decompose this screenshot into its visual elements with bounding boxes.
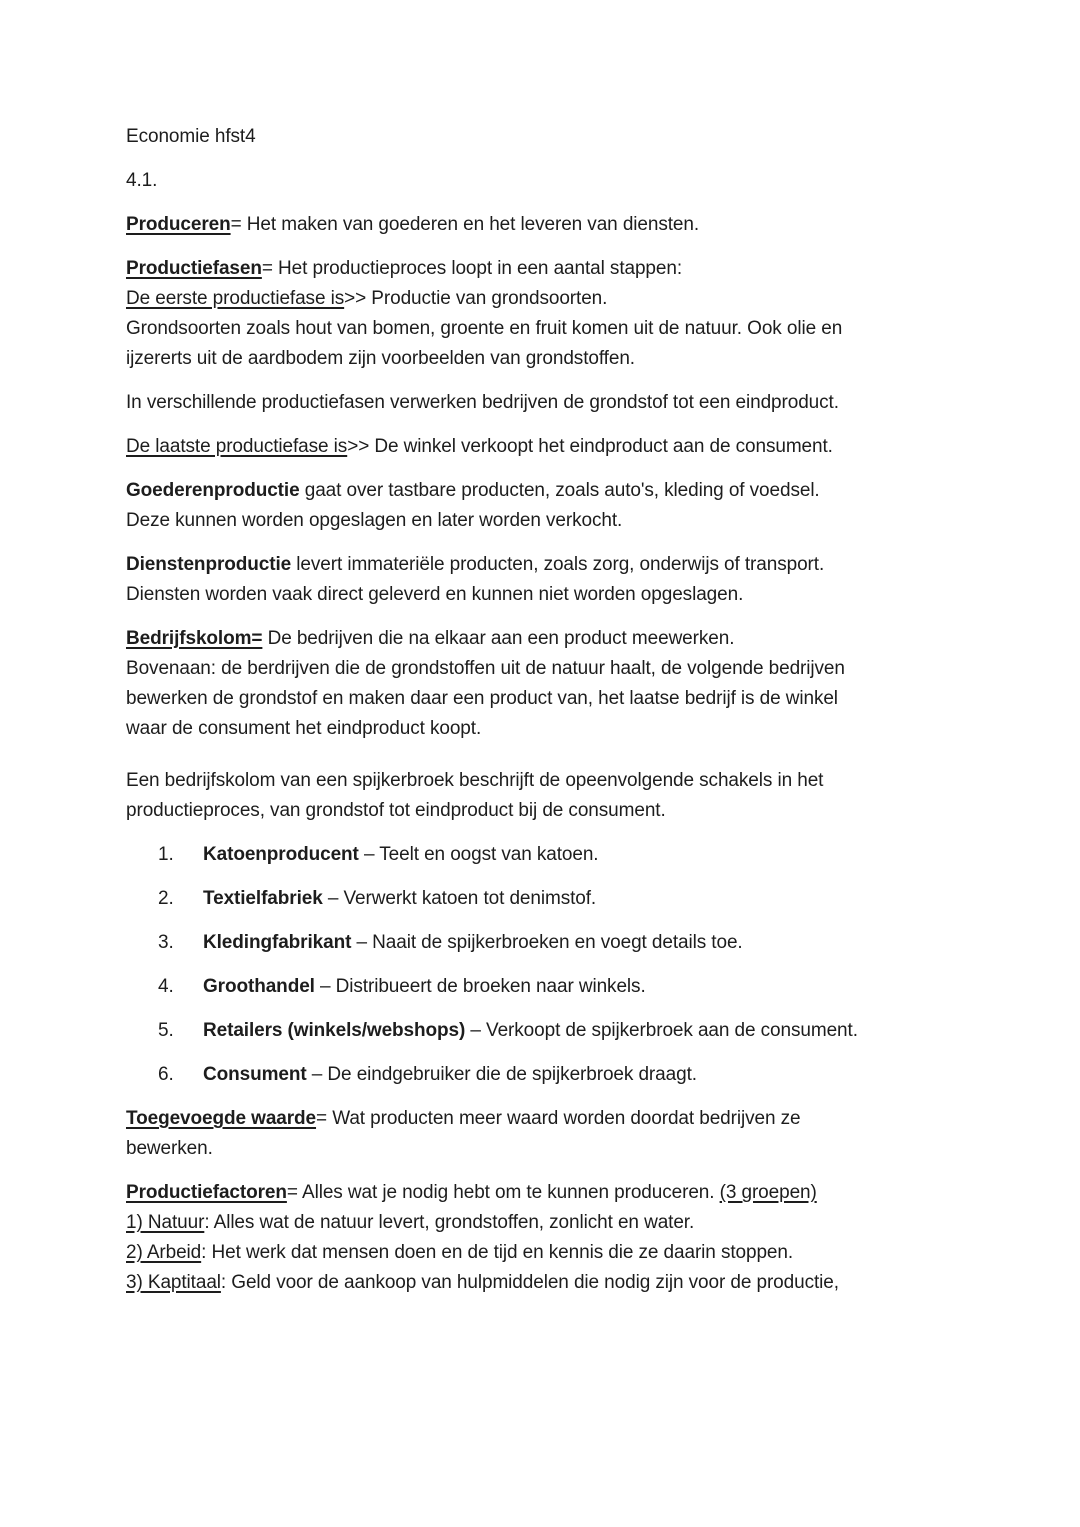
laatste-productiefase-text: >> De winkel verkoopt het eindproduct aan de consument. bbox=[347, 436, 833, 457]
goederenproductie-line-2: Deze kunnen worden opgeslagen en later worden verkocht. bbox=[126, 510, 623, 531]
factor-arbeid-text: : Het werk dat mensen doen en de tijd en kennis die ze daarin stoppen. bbox=[201, 1242, 794, 1263]
list-description: – Distribueert de broeken naar winkels. bbox=[314, 976, 646, 997]
bedrijfskolom-line-2: Bovenaan: de berdrijven die de grondstoffen uit de natuur haalt, de volgende bedrijven bbox=[126, 658, 845, 679]
grondsoorten-line-2: ijzererts uit de aardbodem zijn voorbeelden van grondstoffen. bbox=[126, 348, 635, 369]
list-term: Groothandel bbox=[203, 976, 315, 997]
list-item-groothandel bbox=[158, 972, 986, 1002]
section-heading: 4.1. bbox=[126, 170, 158, 191]
grondsoorten-line-1: Grondsoorten zoals hout van bomen, groente en fruit komen uit de natuur. Ook olie en bbox=[126, 318, 843, 339]
definition-produceren-text: = Het maken van goederen en het leveren van diensten. bbox=[230, 214, 700, 235]
list-number: 2. bbox=[158, 888, 174, 909]
term-productiefactoren: Productiefactoren bbox=[126, 1182, 287, 1203]
bedrijfskolom-line-3: bewerken de grondstof en maken daar een product van, het laatse bedrijf is de winkel bbox=[126, 688, 838, 709]
list-number: 6. bbox=[158, 1064, 174, 1085]
eerste-productiefase-text: >> Productie van grondsoorten. bbox=[344, 288, 608, 309]
definition-toegevoegde-waarde bbox=[126, 1104, 986, 1164]
definition-productiefactoren bbox=[126, 1178, 986, 1298]
definition-bedrijfskolom bbox=[126, 624, 986, 744]
term-bedrijfskolom: Bedrijfskolom= bbox=[126, 628, 263, 649]
paragraph-spijkerbroek-intro bbox=[126, 766, 986, 826]
factor-kapitaal-text: : Geld voor de aankoop van hulpmiddelen die nodig zijn voor de productie, bbox=[220, 1272, 839, 1293]
toegevoegde-waarde-line-2: bewerken. bbox=[126, 1138, 213, 1159]
term-toegevoegde-waarde: Toegevoegde waarde bbox=[126, 1108, 317, 1129]
list-item-textielfabriek bbox=[158, 884, 986, 914]
list-description: – Teelt en oogst van katoen. bbox=[358, 844, 599, 865]
groepen-label: (3 groepen) bbox=[719, 1182, 817, 1203]
list-term: Consument bbox=[203, 1064, 307, 1085]
definition-dienstenproductie bbox=[126, 550, 986, 610]
list-number: 4. bbox=[158, 976, 174, 997]
productiefactoren-text: = Alles wat je nodig hebt om te kunnen produceren. bbox=[286, 1182, 720, 1203]
term-productiefasen: Productiefasen bbox=[126, 258, 262, 279]
list-description: – Verkoopt de spijkerbroek aan de consument. bbox=[465, 1020, 858, 1041]
list-description: – Verwerkt katoen tot denimstof. bbox=[322, 888, 597, 909]
term-goederenproductie: Goederenproductie bbox=[126, 480, 300, 501]
list-description: – Naait de spijkerbroeken en voegt details toe. bbox=[351, 932, 743, 953]
list-term: Katoenproducent bbox=[203, 844, 359, 865]
factor-natuur-text: : Alles wat de natuur levert, grondstoffen, zonlicht en water. bbox=[204, 1212, 695, 1233]
factor-natuur-label: 1) Natuur bbox=[126, 1212, 205, 1233]
dienstenproductie-line-1: levert immateriële producten, zoals zorg, onderwijs of transport. bbox=[291, 554, 825, 575]
list-number: 3. bbox=[158, 932, 174, 953]
term-dienstenproductie: Dienstenproductie bbox=[126, 554, 292, 575]
list-item-retailers bbox=[158, 1016, 986, 1046]
goederenproductie-line-1: gaat over tastbare producten, zoals auto's, kleding of voedsel. bbox=[299, 480, 820, 501]
spijkerbroek-line-2: productieproces, van grondstof tot eindproduct bij de consument. bbox=[126, 800, 666, 821]
list-description: – De eindgebruiker die de spijkerbroek draagt. bbox=[306, 1064, 697, 1085]
list-item-consument bbox=[158, 1060, 986, 1090]
list-term: Textielfabriek bbox=[203, 888, 323, 909]
definition-goederenproductie bbox=[126, 476, 986, 536]
definition-productiefasen bbox=[126, 254, 986, 374]
list-item-katoenproducent bbox=[158, 840, 986, 870]
bedrijfskolom-line-1: De bedrijven die na elkaar aan een product meewerken. bbox=[262, 628, 735, 649]
list-item-kledingfabrikant bbox=[158, 928, 986, 958]
paragraph-verwerken: In verschillende productiefasen verwerken bedrijven de grondstof tot een eindproduct. bbox=[126, 392, 839, 413]
paragraph-laatste-productiefase bbox=[126, 432, 986, 462]
list-term: Kledingfabrikant bbox=[203, 932, 352, 953]
list-term: Retailers (winkels/webshops) bbox=[203, 1020, 466, 1041]
laatste-productiefase-label: De laatste productiefase is bbox=[126, 436, 348, 457]
definition-productiefasen-text: = Het productieproces loopt in een aantal stappen: bbox=[261, 258, 683, 279]
factor-arbeid-label: 2) Arbeid bbox=[126, 1242, 202, 1263]
toegevoegde-waarde-line-1: = Wat producten meer waard worden doordat bedrijven ze bbox=[316, 1108, 801, 1129]
dienstenproductie-line-2: Diensten worden vaak direct geleverd en kunnen niet worden opgeslagen. bbox=[126, 584, 744, 605]
list-number: 5. bbox=[158, 1020, 174, 1041]
eerste-productiefase-label: De eerste productiefase is bbox=[126, 288, 345, 309]
factor-kapitaal-label: 3) Kaptitaal bbox=[126, 1272, 221, 1293]
definition-produceren bbox=[126, 210, 986, 240]
term-produceren: Produceren bbox=[126, 214, 231, 235]
doc-title: Economie hfst4 bbox=[126, 126, 256, 147]
spijkerbroek-line-1: Een bedrijfskolom van een spijkerbroek beschrijft de opeenvolgende schakels in het bbox=[126, 770, 824, 791]
list-number: 1. bbox=[158, 844, 174, 865]
bedrijfskolom-line-4: waar de consument het eindproduct koopt. bbox=[126, 718, 482, 739]
